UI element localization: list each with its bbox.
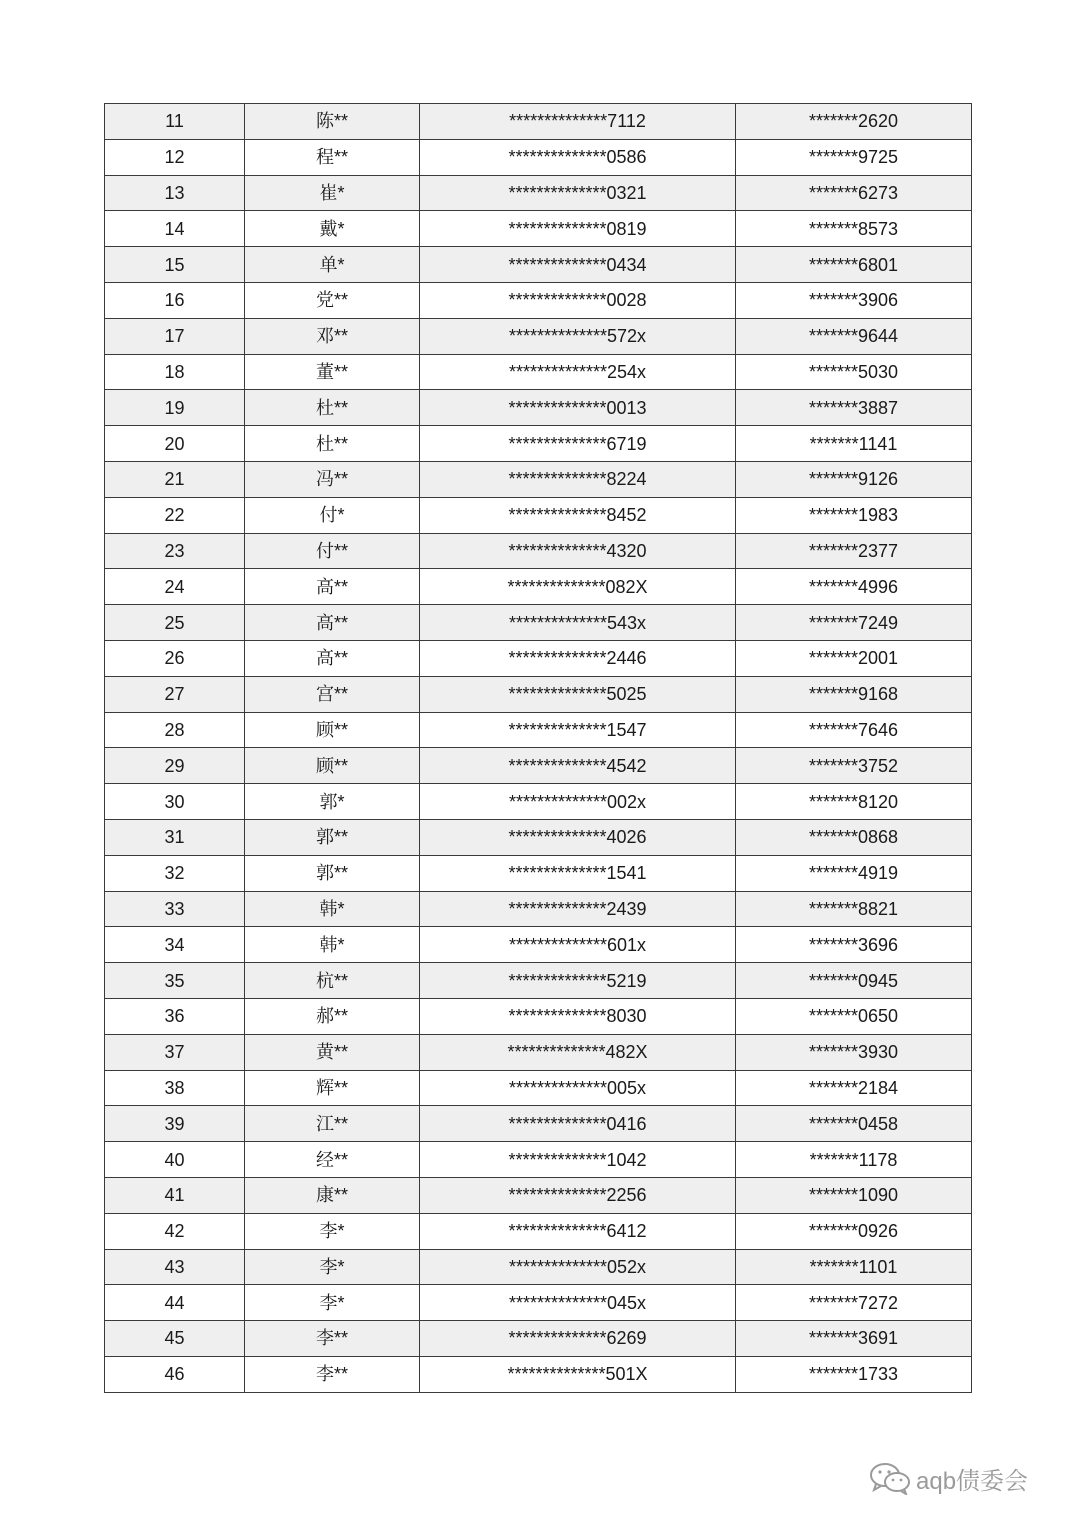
- name-cell: 戴*: [245, 211, 420, 247]
- account-number-cell: *******0945: [736, 963, 972, 999]
- table-row: [105, 712, 972, 748]
- row-index-cell: 11: [105, 104, 245, 140]
- row-index-cell: 36: [105, 998, 245, 1034]
- account-number-cell: *******5030: [736, 354, 972, 390]
- row-index-cell: 35: [105, 963, 245, 999]
- name-cell: 董**: [245, 354, 420, 390]
- name-cell: 李*: [245, 1249, 420, 1285]
- name-cell: 单*: [245, 247, 420, 283]
- id-number-cell: **************0586: [420, 139, 736, 175]
- id-number-cell: **************1547: [420, 712, 736, 748]
- name-cell: 高**: [245, 640, 420, 676]
- table-row: [105, 1285, 972, 1321]
- name-cell: 黄**: [245, 1034, 420, 1070]
- name-cell: 经**: [245, 1142, 420, 1178]
- table-row: [105, 605, 972, 641]
- table-row: [105, 426, 972, 462]
- table-row: [105, 927, 972, 963]
- account-number-cell: *******1101: [736, 1249, 972, 1285]
- account-number-cell: *******1983: [736, 497, 972, 533]
- account-number-cell: *******1141: [736, 426, 972, 462]
- row-index-cell: 31: [105, 819, 245, 855]
- table-row: [105, 1070, 972, 1106]
- account-number-cell: *******0650: [736, 998, 972, 1034]
- account-number-cell: *******4996: [736, 569, 972, 605]
- account-number-cell: *******7249: [736, 605, 972, 641]
- row-index-cell: 37: [105, 1034, 245, 1070]
- id-number-cell: **************254x: [420, 354, 736, 390]
- id-number-cell: **************6412: [420, 1213, 736, 1249]
- table-row: [105, 390, 972, 426]
- row-index-cell: 43: [105, 1249, 245, 1285]
- table-row: [105, 1356, 972, 1392]
- id-number-cell: **************005x: [420, 1070, 736, 1106]
- name-cell: 杜**: [245, 390, 420, 426]
- name-cell: 冯**: [245, 461, 420, 497]
- table-row: [105, 819, 972, 855]
- id-number-cell: **************0434: [420, 247, 736, 283]
- account-number-cell: *******9126: [736, 461, 972, 497]
- id-number-cell: **************2446: [420, 640, 736, 676]
- name-cell: 顾**: [245, 748, 420, 784]
- row-index-cell: 42: [105, 1213, 245, 1249]
- watermark: [868, 1458, 1028, 1498]
- id-number-cell: **************4026: [420, 819, 736, 855]
- table-row: [105, 175, 972, 211]
- row-index-cell: 41: [105, 1177, 245, 1213]
- name-cell: 杭**: [245, 963, 420, 999]
- row-index-cell: 23: [105, 533, 245, 569]
- id-number-cell: **************082X: [420, 569, 736, 605]
- id-number-cell: **************601x: [420, 927, 736, 963]
- account-number-cell: *******7646: [736, 712, 972, 748]
- data-table-container: [104, 103, 971, 1393]
- row-index-cell: 12: [105, 139, 245, 175]
- table-row: [105, 211, 972, 247]
- row-index-cell: 26: [105, 640, 245, 676]
- name-cell: 付*: [245, 497, 420, 533]
- id-number-cell: **************0321: [420, 175, 736, 211]
- account-number-cell: *******3906: [736, 282, 972, 318]
- name-cell: 宫**: [245, 676, 420, 712]
- account-number-cell: *******1178: [736, 1142, 972, 1178]
- data-table: [104, 103, 972, 1393]
- row-index-cell: 24: [105, 569, 245, 605]
- account-number-cell: *******9725: [736, 139, 972, 175]
- table-row: [105, 139, 972, 175]
- id-number-cell: **************8452: [420, 497, 736, 533]
- table-row: [105, 104, 972, 140]
- table-row: [105, 318, 972, 354]
- name-cell: 郭*: [245, 784, 420, 820]
- name-cell: 韩*: [245, 927, 420, 963]
- table-row: [105, 998, 972, 1034]
- id-number-cell: **************0028: [420, 282, 736, 318]
- account-number-cell: *******8821: [736, 891, 972, 927]
- row-index-cell: 17: [105, 318, 245, 354]
- row-index-cell: 25: [105, 605, 245, 641]
- row-index-cell: 30: [105, 784, 245, 820]
- id-number-cell: **************5025: [420, 676, 736, 712]
- id-number-cell: **************572x: [420, 318, 736, 354]
- account-number-cell: *******3752: [736, 748, 972, 784]
- row-index-cell: 19: [105, 390, 245, 426]
- id-number-cell: **************4320: [420, 533, 736, 569]
- row-index-cell: 44: [105, 1285, 245, 1321]
- id-number-cell: **************6719: [420, 426, 736, 462]
- row-index-cell: 18: [105, 354, 245, 390]
- account-number-cell: *******4919: [736, 855, 972, 891]
- name-cell: 韩*: [245, 891, 420, 927]
- name-cell: 康**: [245, 1177, 420, 1213]
- table-row: [105, 247, 972, 283]
- row-index-cell: 39: [105, 1106, 245, 1142]
- account-number-cell: *******0926: [736, 1213, 972, 1249]
- id-number-cell: **************1042: [420, 1142, 736, 1178]
- row-index-cell: 27: [105, 676, 245, 712]
- account-number-cell: *******2377: [736, 533, 972, 569]
- id-number-cell: **************0416: [420, 1106, 736, 1142]
- table-row: [105, 963, 972, 999]
- row-index-cell: 28: [105, 712, 245, 748]
- account-number-cell: *******0458: [736, 1106, 972, 1142]
- row-index-cell: 13: [105, 175, 245, 211]
- id-number-cell: **************6269: [420, 1321, 736, 1357]
- name-cell: 李*: [245, 1213, 420, 1249]
- row-index-cell: 45: [105, 1321, 245, 1357]
- table-row: [105, 1249, 972, 1285]
- row-index-cell: 16: [105, 282, 245, 318]
- table-row: [105, 640, 972, 676]
- id-number-cell: **************0013: [420, 390, 736, 426]
- row-index-cell: 14: [105, 211, 245, 247]
- account-number-cell: *******1733: [736, 1356, 972, 1392]
- row-index-cell: 29: [105, 748, 245, 784]
- name-cell: 程**: [245, 139, 420, 175]
- name-cell: 杜**: [245, 426, 420, 462]
- account-number-cell: *******1090: [736, 1177, 972, 1213]
- id-number-cell: **************543x: [420, 605, 736, 641]
- account-number-cell: *******9168: [736, 676, 972, 712]
- id-number-cell: **************052x: [420, 1249, 736, 1285]
- id-number-cell: **************1541: [420, 855, 736, 891]
- table-row: [105, 1213, 972, 1249]
- row-index-cell: 15: [105, 247, 245, 283]
- table-row: [105, 1321, 972, 1357]
- table-row: [105, 855, 972, 891]
- id-number-cell: **************501X: [420, 1356, 736, 1392]
- id-number-cell: **************7112: [420, 104, 736, 140]
- row-index-cell: 32: [105, 855, 245, 891]
- name-cell: 崔*: [245, 175, 420, 211]
- id-number-cell: **************045x: [420, 1285, 736, 1321]
- account-number-cell: *******2184: [736, 1070, 972, 1106]
- id-number-cell: **************5219: [420, 963, 736, 999]
- name-cell: 顾**: [245, 712, 420, 748]
- table-body: [105, 104, 972, 1393]
- table-row: [105, 784, 972, 820]
- table-row: [105, 497, 972, 533]
- row-index-cell: 33: [105, 891, 245, 927]
- name-cell: 陈**: [245, 104, 420, 140]
- name-cell: 辉**: [245, 1070, 420, 1106]
- table-row: [105, 569, 972, 605]
- account-number-cell: *******6801: [736, 247, 972, 283]
- row-index-cell: 46: [105, 1356, 245, 1392]
- account-number-cell: *******7272: [736, 1285, 972, 1321]
- id-number-cell: **************0819: [420, 211, 736, 247]
- account-number-cell: *******8573: [736, 211, 972, 247]
- account-number-cell: *******2001: [736, 640, 972, 676]
- row-index-cell: 34: [105, 927, 245, 963]
- name-cell: 高**: [245, 569, 420, 605]
- row-index-cell: 40: [105, 1142, 245, 1178]
- account-number-cell: *******2620: [736, 104, 972, 140]
- table-row: [105, 1142, 972, 1178]
- row-index-cell: 22: [105, 497, 245, 533]
- row-index-cell: 20: [105, 426, 245, 462]
- table-row: [105, 1034, 972, 1070]
- name-cell: 郝**: [245, 998, 420, 1034]
- name-cell: 付**: [245, 533, 420, 569]
- watermark-text: aqb债委会: [916, 1467, 1029, 1495]
- table-row: [105, 748, 972, 784]
- name-cell: 高**: [245, 605, 420, 641]
- account-number-cell: *******3887: [736, 390, 972, 426]
- account-number-cell: *******8120: [736, 784, 972, 820]
- id-number-cell: **************2256: [420, 1177, 736, 1213]
- name-cell: 郭**: [245, 855, 420, 891]
- table-row: [105, 533, 972, 569]
- table-row: [105, 891, 972, 927]
- name-cell: 邓**: [245, 318, 420, 354]
- table-row: [105, 1177, 972, 1213]
- name-cell: 李**: [245, 1321, 420, 1357]
- account-number-cell: *******3930: [736, 1034, 972, 1070]
- name-cell: 江**: [245, 1106, 420, 1142]
- name-cell: 李*: [245, 1285, 420, 1321]
- row-index-cell: 38: [105, 1070, 245, 1106]
- id-number-cell: **************8224: [420, 461, 736, 497]
- name-cell: 党**: [245, 282, 420, 318]
- table-row: [105, 1106, 972, 1142]
- name-cell: 李**: [245, 1356, 420, 1392]
- table-row: [105, 282, 972, 318]
- account-number-cell: *******3696: [736, 927, 972, 963]
- table-row: [105, 676, 972, 712]
- id-number-cell: **************8030: [420, 998, 736, 1034]
- account-number-cell: *******9644: [736, 318, 972, 354]
- id-number-cell: **************482X: [420, 1034, 736, 1070]
- id-number-cell: **************2439: [420, 891, 736, 927]
- account-number-cell: *******6273: [736, 175, 972, 211]
- id-number-cell: **************4542: [420, 748, 736, 784]
- row-index-cell: 21: [105, 461, 245, 497]
- table-row: [105, 461, 972, 497]
- account-number-cell: *******3691: [736, 1321, 972, 1357]
- id-number-cell: **************002x: [420, 784, 736, 820]
- name-cell: 郭**: [245, 819, 420, 855]
- table-row: [105, 354, 972, 390]
- account-number-cell: *******0868: [736, 819, 972, 855]
- wechat-icon: [868, 1461, 912, 1495]
